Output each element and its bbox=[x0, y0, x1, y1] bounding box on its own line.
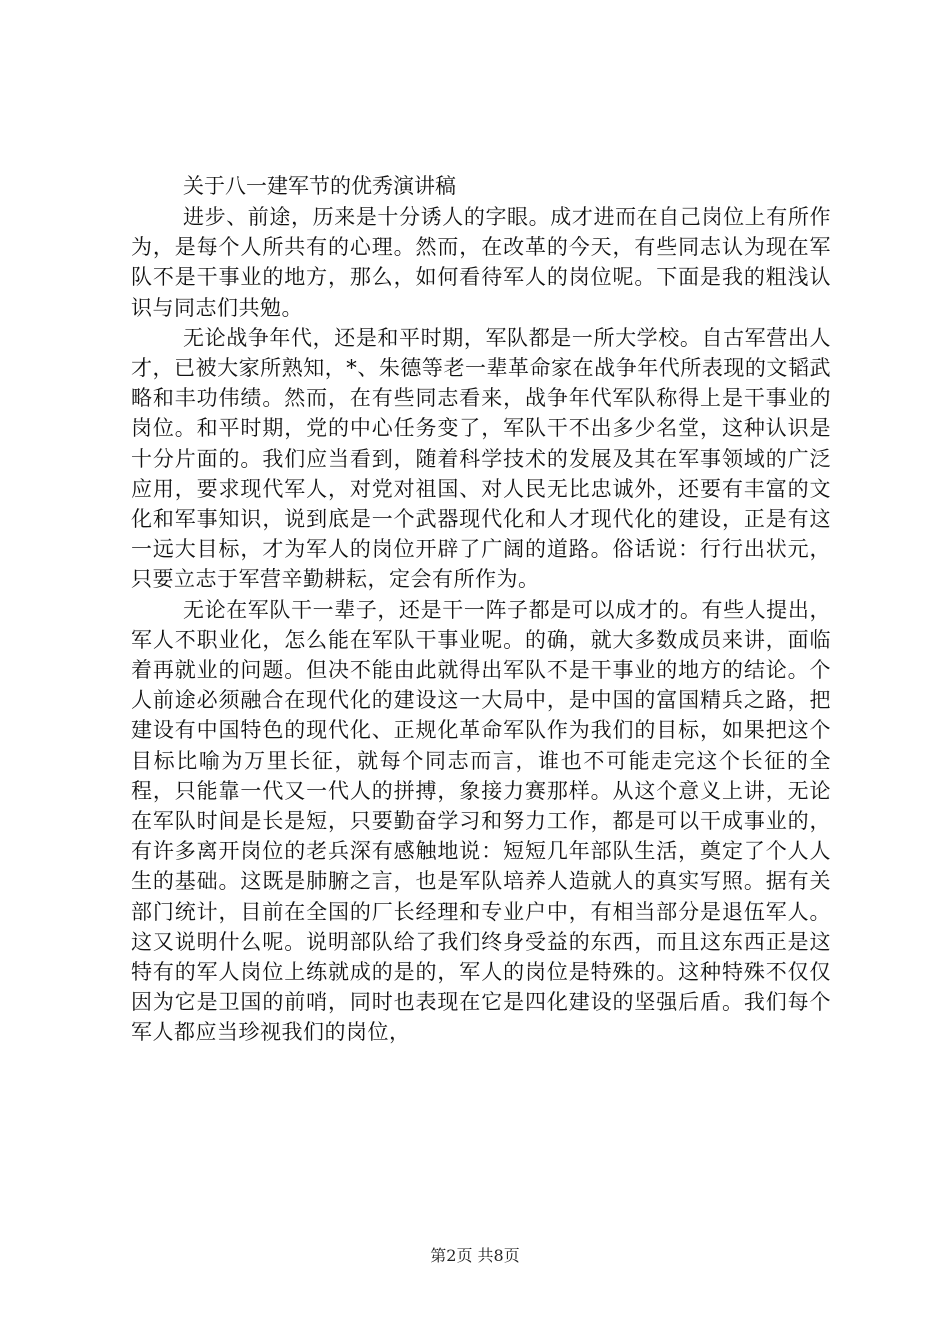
paragraph-3: 无论在军队干一辈子，还是干一阵子都是可以成才的。有些人提出，军人不职业化，怎么能在军队干事业呢。的确，就大多数成员来讲，面临着再就业的问题。但决不能由此就得出军队不是干事业的地方的结论。个人前途必须融合在现代化的建设这一大局中，是中国的富国精兵之路，把建设有中国特色的现代化、正规化革命军队作为我们的目标，如果把这个目标比喻为万里长征，就每个同志而言，谁也不可能走完这个长征的全程，只能靠一代又一代人的拼搏，象接力赛那样。从这个意义上讲，无论在军队时间是长是短，只要勤奋学习和努力工作，都是可以干成事业的，有许多离开岗位的老兵深有感触地说：短短几年部队生活，奠定了个人人生的基础。这既是肺腑之言，也是军队培养人造就人的真实写照。据有关部门统计，目前在全国的厂长经理和专业户中，有相当部分是退伍军人。这又说明什么呢。说明部队给了我们终身受益的东西，而且这东西正是这特有的军人岗位上练就成的是的，军人的岗位是特殊的。这种特殊不仅仅因为它是卫国的前哨，同时也表现在它是四化建设的坚强后盾。我们每个军人都应当珍视我们的岗位， bbox=[131, 597, 831, 1045]
document-body bbox=[131, 172, 831, 1048]
page-number-footer: 第2页 共8页 bbox=[430, 1246, 520, 1265]
paragraph-2: 无论战争年代，还是和平时期，军队都是一所大学校。自古军营出人才，已被大家所熟知，*、朱德等老一辈革命家在战争年代所表现的文韬武略和丰功伟绩。然而，在有些同志看来，战争年代军队称得上是干事业的岗位。和平时期，党的中心任务变了，军队干不出多少名堂，这种认识是十分片面的。我们应当看到，随着科学技术的发展及其在军事领域的广泛应用，要求现代军人，对党对祖国、对人民无比忠诚外，还要有丰富的文化和军事知识，说到底是一个武器现代化和人才现代化的建设，正是有这一远大目标，才为军人的岗位开辟了广阔的道路。俗话说：行行出状元，只要立志于军营辛勤耕耘，定会有所作为。 bbox=[131, 325, 831, 592]
document-title: 关于八一建军节的优秀演讲稿 bbox=[183, 174, 456, 198]
paragraph-1: 进步、前途，历来是十分诱人的字眼。成才进而在自己岗位上有所作为，是每个人所共有的心理。然而，在改革的今天，有些同志认为现在军队不是干事业的地方，那么，如何看待军人的岗位呢。下面是我的粗浅认识与同志们共勉。 bbox=[131, 205, 831, 320]
